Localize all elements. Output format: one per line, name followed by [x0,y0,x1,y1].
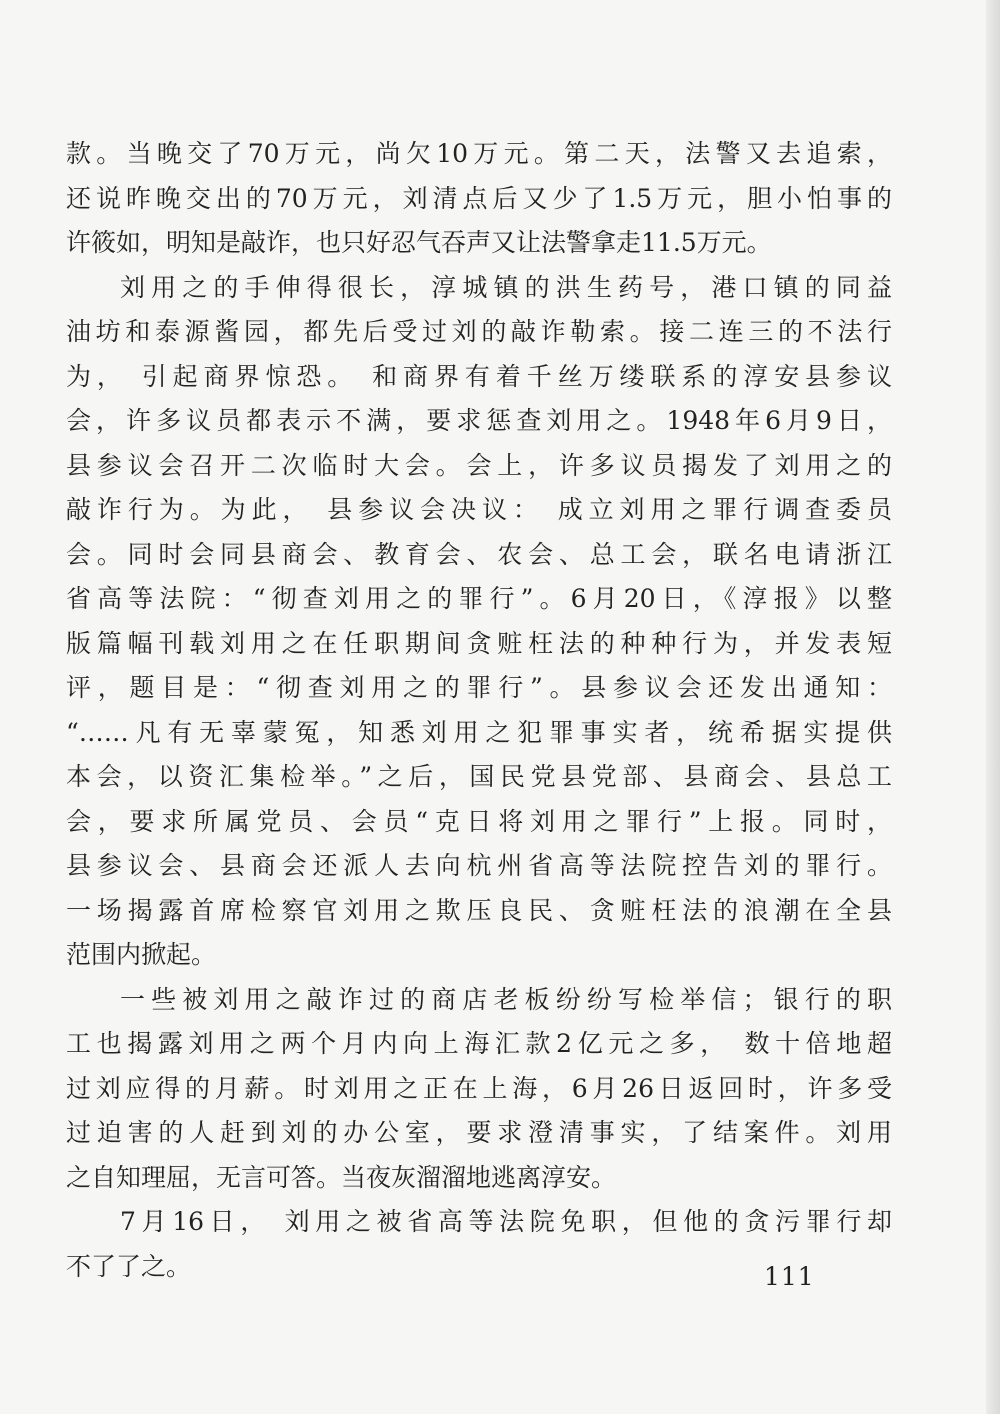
body-text [66,132,892,1289]
text-line: 本会，以资汇集检举。”之后，国民党县党部、县商会、县总工 [66,762,892,791]
text-line: 会。同时会同县商会、教育会、农会、总工会，联名电请浙江 [66,539,892,569]
text-line: 会，许多议员都表示不满，要求惩查刘用之。1948年6月9日， [66,406,892,435]
text-line: 范围内掀起。 [66,940,217,969]
text-line: 油坊和泰源酱园，都先后受过刘的敲诈勒索。接二连三的不法行 [66,317,892,346]
text-line: 一些被刘用之敲诈过的商店老板纷纷写检举信；银行的职 [120,984,892,1014]
text-line: 工也揭露刘用之两个月内向上海汇款2亿元之多， 数十倍地超 [66,1029,892,1058]
text-line: 一场揭露首席检察官刘用之欺压良民、贪赃枉法的浪潮在全县 [66,895,892,925]
text-line: 许筱如，明知是敲诈，也只好忍气吞声又让法警拿走11.5万元。 [66,228,772,257]
text-line: 县参议会召开二次临时大会。会上，许多议员揭发了刘用之的 [66,450,892,480]
text-line: 刘用之的手伸得很长，淳城镇的洪生药号，港口镇的同益 [120,272,892,302]
text-line: 过刘应得的月薪。时刘用之正在上海，6月26日返回时，许多受 [66,1073,892,1103]
page-number: 111 [764,1262,815,1291]
text-line: 版篇幅刊载刘用之在任职期间贪赃枉法的种种行为，并发表短 [66,628,892,658]
text-line: 评，题目是：“彻查刘用之的罪行”。县参议会还发出通知： [66,673,892,702]
text-line: 为， 引起商界惊恐。 和商界有着千丝万缕联系的淳安县参议 [66,361,892,391]
text-line: 还说昨晚交出的70万元，刘清点后又少了1.5万元，胆小怕事的 [66,183,892,213]
text-line: “……凡有无辜蒙冤，知悉刘用之犯罪事实者，统希据实提供 [66,717,892,747]
text-line: 敲诈行为。为此， 县参议会决议： 成立刘用之罪行调查委员 [66,495,892,524]
text-line: 不了了之。 [66,1251,192,1281]
text-line: 省高等法院：“彻查刘用之的罪行”。6月20日，《淳报》以整 [66,584,892,613]
text-line: 7月16日， 刘用之被省高等法院免职，但他的贪污罪行却 [120,1207,892,1236]
text-line: 县参议会、县商会还派人去向杭州省高等法院控告刘的罪行。 [66,851,892,880]
text-line: 过迫害的人赶到刘的办公室，要求澄清事实，了结案件。刘用 [66,1118,892,1147]
text-line: 款。当晚交了70万元，尚欠10万元。第二天，法警又去追索， [66,139,892,168]
text-line: 之自知理屈，无言可答。当夜灰溜溜地逃离淳安。 [66,1162,617,1192]
page-edge-shadow [986,0,1000,1414]
text-line: 会，要求所属党员、会员“克日将刘用之罪行”上报。同时， [66,806,892,836]
